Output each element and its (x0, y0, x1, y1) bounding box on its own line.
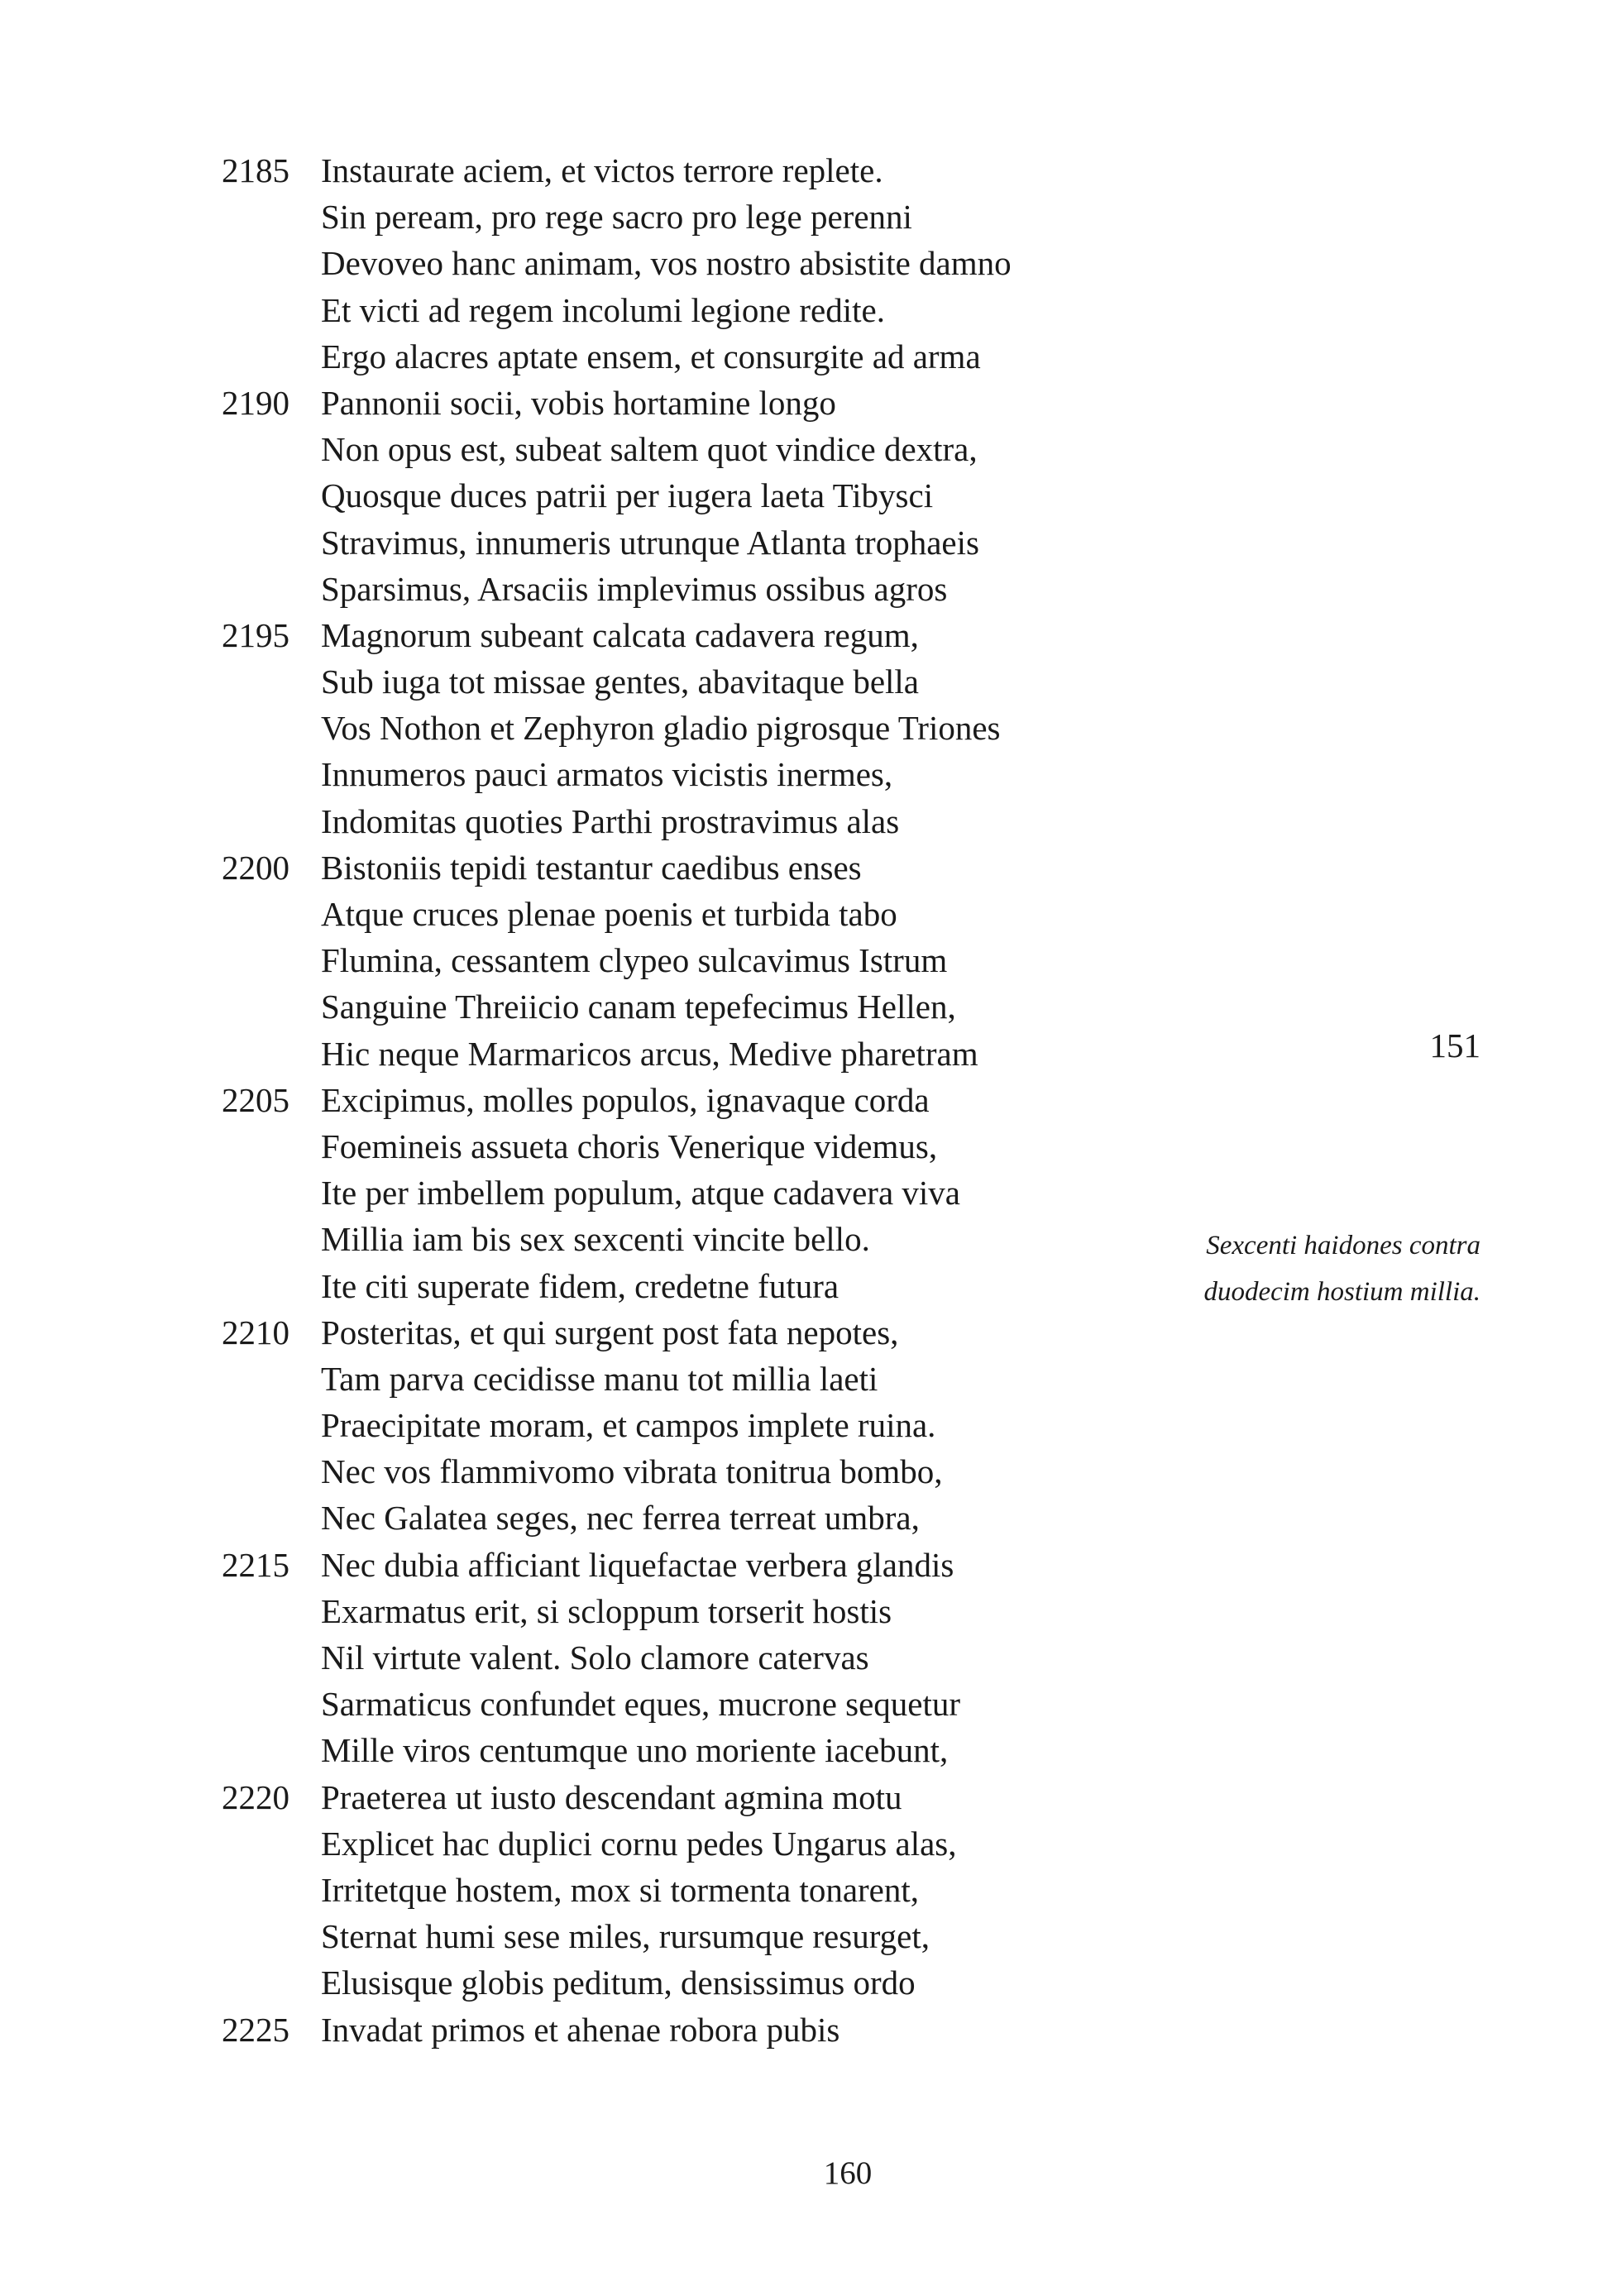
verse-line (0, 1681, 1612, 1727)
verse-line-number: 2225 (222, 2010, 289, 2049)
verse-line-number: 2185 (222, 151, 289, 189)
verse-line-text: Irritetque hostem, mox si tormenta tonarent, (321, 1870, 920, 1909)
verse-line-number: 2220 (222, 1777, 289, 1816)
verse-line (0, 519, 1612, 566)
verse-line-text: Ite citi superate fidem, credetne futura (321, 1266, 839, 1305)
verse-line (0, 1820, 1612, 1867)
verse-line-text: Invadat primos et ahenae robora pubis (321, 2010, 840, 2049)
verse-line (0, 1774, 1612, 1820)
verse-line-number: 2210 (222, 1313, 289, 1351)
verse-line-text: Mille viros centumque uno moriente iacebunt, (321, 1731, 949, 1770)
verse-line-text: Exarmatus erit, si scloppum torserit hostis (321, 1591, 892, 1630)
verse-line (0, 333, 1612, 380)
verse-line (0, 937, 1612, 983)
verse-line-text: Pannonii socii, vobis hortamine longo (321, 383, 836, 422)
verse-line-text: Praeterea ut iusto descendant agmina motu (321, 1777, 902, 1816)
verse-line-text: Sparsimus, Arsaciis implevimus ossibus agros (321, 569, 948, 608)
verse-line-text: Non opus est, subeat saltem quot vindice dextra, (321, 430, 978, 469)
verse-line-text: Nec Galatea seges, nec ferrea terreat umbra, (321, 1499, 920, 1538)
verse-line-text: Ergo alacres aptate ensem, et consurgite ad arma (321, 337, 981, 375)
verse-line (0, 1356, 1612, 1402)
verse-line-text: Bistoniis tepidi testantur caedibus enses (321, 848, 862, 887)
verse-line-text: Excipimus, molles populos, ignavaque corda (321, 1080, 930, 1119)
verse-line-number: 2195 (222, 615, 289, 654)
verse-line (0, 1123, 1612, 1170)
original-page-marker: 151 (1429, 1026, 1480, 1064)
verse-line-text: Nec dubia afficiant liquefactae verbera glandis (321, 1545, 954, 1584)
verse-line-text: Vos Nothon et Zephyron gladio pigrosque Triones (321, 709, 1001, 748)
verse-line-text: Explicet hac duplici cornu pedes Ungarus alas, (321, 1824, 957, 1863)
verse-line (0, 426, 1612, 472)
verse-line (0, 2007, 1612, 2053)
verse-line-number: 2190 (222, 383, 289, 422)
verse-line-text: Nec vos flammivomo vibrata tonitrua bombo, (321, 1452, 943, 1491)
verse-line-number: 2205 (222, 1080, 289, 1119)
verse-line-text: Devoveo hanc animam, vos nostro absistite damno (321, 244, 1012, 283)
verse-line (0, 844, 1612, 891)
verse-line (0, 240, 1612, 286)
verse-line (0, 1588, 1612, 1634)
page-number: 160 (823, 2155, 873, 2191)
verse-line-text: Et victi ad regem incolumi legione redite. (321, 290, 885, 329)
verse-line (0, 798, 1612, 844)
verse-line-text: Hic neque Marmaricos arcus, Medive pharetram (321, 1034, 978, 1073)
verse-line (0, 612, 1612, 658)
verse-line (0, 1077, 1612, 1123)
verse-line-text: Sarmaticus confundet eques, mucrone sequetur (321, 1685, 961, 1724)
verse-line (0, 705, 1612, 751)
verse-line (0, 658, 1612, 705)
verse-line-number: 2215 (222, 1545, 289, 1584)
verse-line-text: Praecipitate moram, et campos implete ruina. (321, 1406, 936, 1445)
verse-line (0, 751, 1612, 797)
verse-line (0, 1727, 1612, 1773)
verse-line-text: Ite per imbellem populum, atque cadavera viva (321, 1174, 960, 1213)
verse-line (0, 1634, 1612, 1681)
verse-line-text: Sub iuga tot missae gentes, abavitaque bella (321, 662, 920, 701)
verse-line-number: 2200 (222, 848, 289, 887)
verse-line (0, 1309, 1612, 1356)
verse-line (0, 147, 1612, 194)
verse-line (0, 566, 1612, 612)
verse-line-text: Sin peream, pro rege sacro pro lege perenni (321, 198, 912, 237)
verse-line (0, 287, 1612, 333)
verse-line-text: Atque cruces plenae poenis et turbida tabo (321, 895, 897, 933)
verse-line-text: Quosque duces patrii per iugera laeta Tibysci (321, 476, 934, 515)
marginal-note-line: Sexcenti haidones contra (1206, 1231, 1480, 1260)
verse-line (0, 1170, 1612, 1216)
verse-line (0, 472, 1612, 519)
verse-line-text: Foemineis assueta choris Venerique videmus, (321, 1126, 938, 1165)
verse-line-text: Flumina, cessantem clypeo sulcavimus Istrum (321, 941, 948, 980)
verse-line (0, 1913, 1612, 1959)
verse-line-text: Millia iam bis sex sexcenti vincite bello. (321, 1220, 870, 1259)
verse-line-text: Indomitas quoties Parthi prostravimus alas (321, 801, 900, 840)
verse-line-text: Sternat humi sese miles, rursumque resurget, (321, 1917, 930, 1956)
verse-line-text: Elusisque globis peditum, densissimus ordo (321, 1964, 916, 2002)
verse-line (0, 380, 1612, 426)
verse-line (0, 1402, 1612, 1448)
verse-line-text: Tam parva cecidisse manu tot millia laeti (321, 1359, 878, 1398)
verse-line (0, 1542, 1612, 1588)
poem-text-block (0, 147, 1612, 2053)
marginal-note-line: duodecim hostium millia. (1203, 1277, 1480, 1307)
verse-line-text: Sanguine Threiicio canam tepefecimus Hellen, (321, 988, 956, 1026)
verse-line (0, 891, 1612, 937)
verse-line (0, 1959, 1612, 2006)
verse-line-text: Posteritas, et qui surgent post fata nepotes, (321, 1313, 899, 1351)
verse-line (0, 194, 1612, 240)
verse-line (0, 1495, 1612, 1541)
marginal-note (1108, 1222, 1480, 1315)
verse-line (0, 1867, 1612, 1913)
verse-line-text: Innumeros pauci armatos vicistis inermes, (321, 755, 893, 794)
verse-line-text: Instaurate aciem, et victos terrore replete. (321, 151, 883, 189)
verse-line (0, 1448, 1612, 1495)
verse-line-text: Magnorum subeant calcata cadavera regum, (321, 615, 919, 654)
verse-line-text: Nil virtute valent. Solo clamore catervas (321, 1638, 869, 1677)
verse-line-text: Stravimus, innumeris utrunque Atlanta trophaeis (321, 523, 979, 562)
